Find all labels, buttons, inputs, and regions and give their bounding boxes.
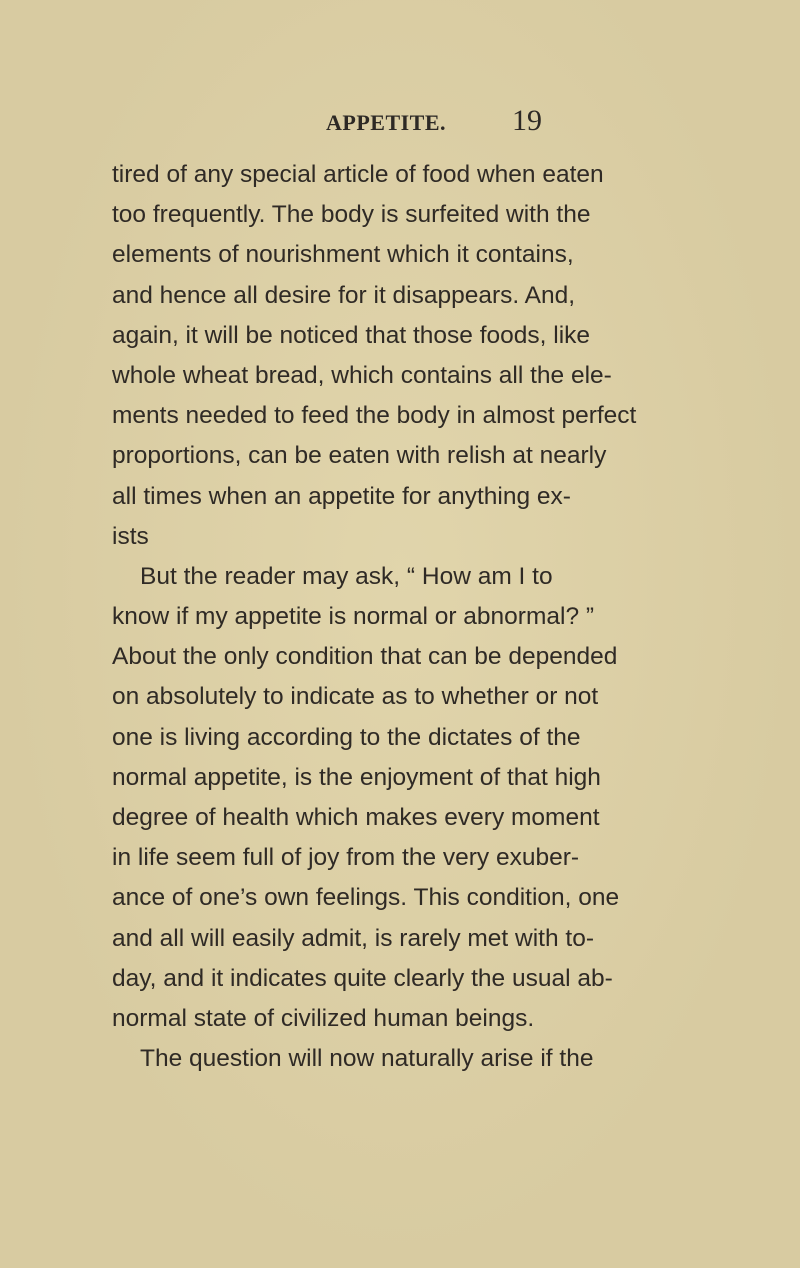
text-line: degree of health which makes every moment <box>112 804 600 831</box>
text-line: normal state of civilized human beings. <box>112 1004 535 1032</box>
paragraph-start-line: But the reader may ask, “ How am I to <box>140 562 553 590</box>
text-line: ments needed to feed the body in almost perfect <box>112 402 637 430</box>
text-line: too frequently. The body is surfeited with the <box>112 201 591 229</box>
text-line: normal appetite, is the enjoyment of that high <box>112 763 601 791</box>
text-line: proportions, can be eaten with relish at nearly <box>112 442 607 470</box>
text-line: day, and it indicates quite clearly the usual ab- <box>112 964 613 992</box>
text-line: all times when an appetite for anything ex- <box>112 482 571 510</box>
text-line: ance of one’s own feelings. This condition, one <box>112 884 620 912</box>
body-text <box>112 155 712 1079</box>
text-line: one is living according to the dictates of the <box>112 723 581 751</box>
text-line: whole wheat bread, which contains all the ele- <box>112 361 612 389</box>
chapter-title: APPETITE. <box>326 110 447 135</box>
text-line: tired of any special article of food when eaten <box>112 161 604 188</box>
text-line: elements of nourishment which it contains, <box>112 241 574 269</box>
text-line: ists <box>112 522 149 550</box>
text-line: in life seem full of joy from the very exuber- <box>112 844 580 872</box>
text-line: About the only condition that can be depended <box>112 643 618 671</box>
text-line: and hence all desire for it disappears. And, <box>112 281 576 309</box>
text-line: again, it will be noticed that those foods, like <box>112 321 591 349</box>
text-line: know if my appetite is normal or abnormal? ” <box>112 603 595 631</box>
text-line: and all will easily admit, is rarely met with to- <box>112 924 594 952</box>
paragraph-start-line: The question will now naturally arise if the <box>140 1045 594 1073</box>
text-line: on absolutely to indicate as to whether or not <box>112 683 599 711</box>
running-head <box>0 104 800 140</box>
page-number: 19 <box>512 104 542 137</box>
